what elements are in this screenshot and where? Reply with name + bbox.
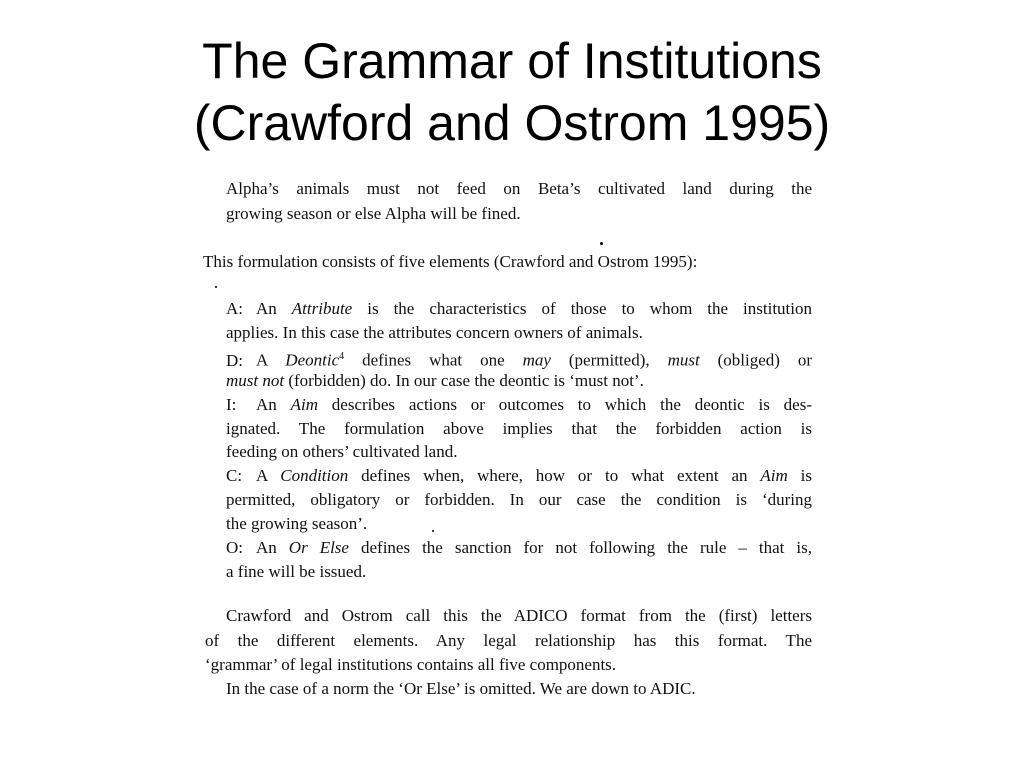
intro-sentence: This formulation consists of five elements (Crawford and Ostrom 1995):: [203, 252, 698, 271]
element-o-line-1: O: An Or Else defines the sanction for not following the rule – that is,: [226, 538, 813, 557]
example-sentence-line-1: Alpha’s animals must not feed on Beta’s cultivated land during the: [226, 179, 812, 198]
element-c-letter: C:: [226, 466, 243, 485]
term-attribute: Attribute: [291, 299, 353, 318]
term-condition: Condition: [280, 466, 349, 485]
element-c-line-3: the growing season’.: [226, 514, 368, 533]
element-a-line-2: applies. In this case the attributes concern owners of animals.: [226, 323, 643, 342]
element-o-letter: O:: [226, 538, 243, 557]
adico-paragraph-line-2: of the different elements. Any legal relationship has this format. The: [205, 631, 812, 650]
element-c-line-2: permitted, obligatory or forbidden. In our case the condition is ‘during: [226, 490, 812, 509]
slide-title-line-1: The Grammar of Institutions: [202, 33, 822, 89]
example-sentence-line-2: growing season or else Alpha will be fined.: [226, 204, 521, 223]
adico-paragraph-line-1: Crawford and Ostrom call this the ADICO format from the (first) letters: [226, 606, 812, 625]
element-a-letter: A:: [226, 299, 243, 318]
element-o-line-2: a fine will be issued.: [226, 562, 367, 581]
adico-paragraph-line-3: ‘grammar’ of legal institutions contains all five components.: [205, 655, 617, 674]
element-i-line-1: I: An Aim describes actions or outcomes to which the deontic is des-: [226, 395, 812, 414]
element-i-line-3: feeding on others’ cultivated land.: [226, 442, 458, 461]
element-d-letter: D:: [226, 350, 243, 370]
term-aim: Aim: [290, 395, 318, 414]
element-d-line-2: must not (forbidden) do. In our case the deontic is ‘must not’.: [226, 371, 644, 390]
scan-speck: [215, 286, 217, 288]
scan-speck: [600, 242, 603, 245]
element-a-line-1: A: An Attribute is the characteristics of those to whom the institution: [226, 299, 813, 318]
scan-speck: [432, 530, 434, 532]
element-i-letter: I:: [226, 395, 237, 414]
element-d-line-1: D: A Deontic$^4$ defines what one may (permitted), must (obliged) or: [226, 350, 813, 370]
slide-title-line-2: (Crawford and Ostrom 1995): [193, 95, 831, 151]
adico-paragraph-line-4: In the case of a norm the ‘Or Else’ is omitted. We are down to ADIC.: [226, 679, 696, 698]
term-deontic: Deontic: [285, 350, 340, 370]
footnote-marker: 4: [339, 351, 345, 362]
element-c-line-1: C: A Condition defines when, where, how or to what extent an Aim is: [226, 466, 813, 485]
element-i-line-2: ignated. The formulation above implies that the forbidden action is: [226, 419, 812, 438]
term-or-else: Or Else: [288, 538, 349, 557]
